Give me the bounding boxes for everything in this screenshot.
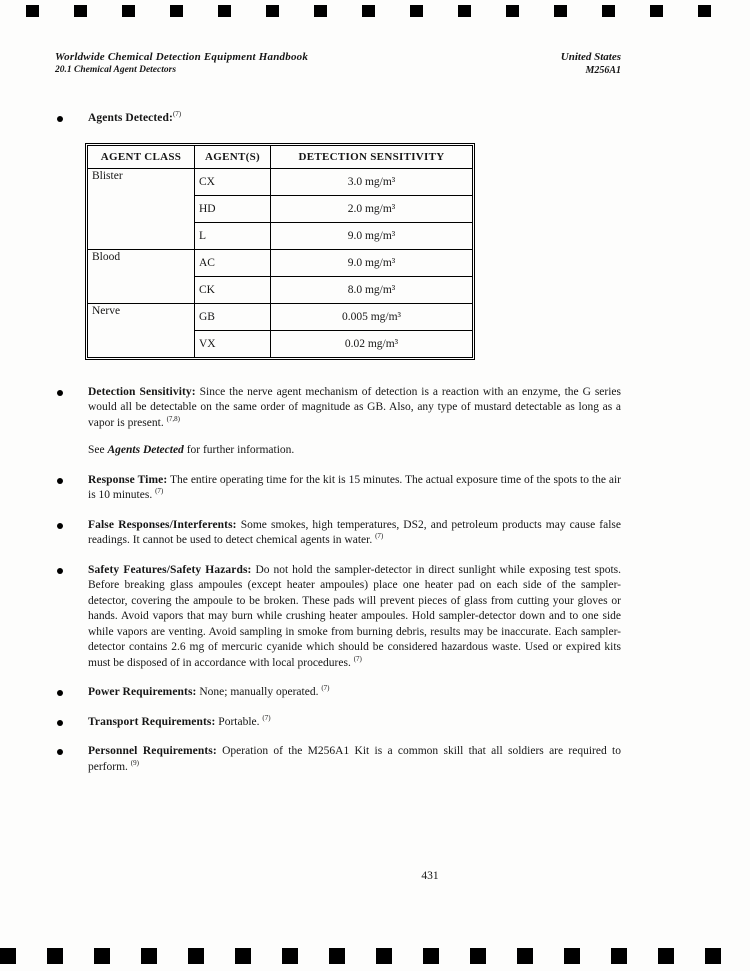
paragraph-label: Personnel Requirements: xyxy=(88,745,217,757)
agents-detected-line xyxy=(88,111,621,127)
bullet-agents-detected xyxy=(55,111,621,127)
bullet-transport-requirements xyxy=(55,715,621,731)
paragraph-label: False Responses/Interferents: xyxy=(88,518,237,531)
agents-table-border xyxy=(85,143,475,360)
col-header-agents: AGENT(S) xyxy=(195,145,271,168)
agent-cell: CK xyxy=(195,276,271,303)
sensitivity-cell: 9.0 mg/m³ xyxy=(271,249,473,276)
sensitivity-cell: 0.005 mg/m³ xyxy=(271,303,473,330)
page-header xyxy=(55,50,621,77)
bullet-icon xyxy=(57,390,63,396)
scan-artifact-top xyxy=(26,5,738,17)
agent-class-cell: Blood xyxy=(88,249,195,303)
agent-cell: L xyxy=(195,222,271,249)
bullet-icon xyxy=(57,690,63,696)
header-left xyxy=(55,50,308,77)
table-header-row xyxy=(88,145,473,168)
footnote-ref: (7,8) xyxy=(166,414,180,423)
scan-artifact-bottom xyxy=(0,948,744,964)
bullet-icon xyxy=(57,478,63,484)
agent-cell: CX xyxy=(195,168,271,195)
paragraph xyxy=(88,563,621,672)
bullet-false-responses xyxy=(55,518,621,549)
col-header-agent-class: AGENT CLASS xyxy=(88,145,195,168)
paragraph xyxy=(88,385,621,432)
paragraph xyxy=(88,518,621,549)
paragraph xyxy=(88,744,621,775)
agent-cell: GB xyxy=(195,303,271,330)
paragraph xyxy=(88,473,621,504)
agent-cell: AC xyxy=(195,249,271,276)
bullet-column xyxy=(55,744,88,775)
footnote-ref: (7) xyxy=(155,487,164,496)
bullet-column xyxy=(55,111,88,127)
bullet-column xyxy=(55,715,88,731)
header-right xyxy=(561,50,621,77)
bullet-column xyxy=(55,473,88,504)
footnote-ref: (7) xyxy=(321,684,330,693)
paragraph-label: Transport Requirements: xyxy=(88,715,216,728)
bullet-icon xyxy=(57,749,63,755)
agent-cell: VX xyxy=(195,330,271,357)
see-note-reference: Agents Detected xyxy=(107,444,184,456)
paragraph-text: Do not hold the sampler-detector in direct sunlight while exposing test spots. Before breaking glass ampoules (except heater ampoules) place one heater pad on each side of the sampler-detector, covering the ampoule to be broken. These pads will prevent pieces of glass from cutting your gloves or hands. Avoid vapors that may burn while crushing heater ampoules. Hold sampler-detector down and to one side while vapors are venting. Avoid sampling in smoke from burning debris, results may be inaccurate. Each sampler-detector contains 2.6 mg of mercuric cyanide which should be considered hazardous waste. Used or expired kits must be disposed of in accordance with local procedures. xyxy=(88,563,621,669)
footnote-ref: (9) xyxy=(130,758,139,767)
agents-table xyxy=(87,145,473,358)
agent-class-cell: Blister xyxy=(88,168,195,249)
footnote-ref: (7) xyxy=(375,532,384,541)
handbook-title: Worldwide Chemical Detection Equipment Handbook xyxy=(55,51,309,63)
page-number: 431 xyxy=(421,870,439,882)
see-note-prefix: See xyxy=(88,444,108,456)
agents-detected-label: Agents Detected: xyxy=(88,112,173,124)
sensitivity-cell: 8.0 mg/m³ xyxy=(271,276,473,303)
footnote-ref: (7) xyxy=(262,713,271,722)
paragraph-text: Since the nerve agent mechanism of detection is a reaction with an enzyme, the G series would all be detectable on the same order of magnitude as GB. Also, any type of mustard detectable as long as a vapor is present. xyxy=(88,385,622,429)
bullet-personnel-requirements xyxy=(55,744,621,775)
paragraph-text: The entire operating time for the kit is 15 minutes. The actual exposure time of the spots to the air is 10 minutes. xyxy=(88,473,621,501)
table-row xyxy=(88,168,473,195)
bullet-icon xyxy=(57,116,63,122)
country-label: United States xyxy=(560,51,621,63)
sensitivity-cell: 0.02 mg/m³ xyxy=(271,330,473,357)
see-note-suffix: for further information. xyxy=(183,444,295,456)
agent-cell: HD xyxy=(195,195,271,222)
agent-class-cell: Nerve xyxy=(88,303,195,357)
footnote-ref: (7) xyxy=(172,110,182,119)
bullet-power-requirements xyxy=(55,685,621,701)
footnote-ref: (7) xyxy=(353,654,362,663)
paragraph xyxy=(88,685,621,701)
bullet-column xyxy=(55,518,88,549)
see-note xyxy=(88,443,621,459)
paragraph-label: Response Time: xyxy=(88,473,168,486)
bullet-response-time xyxy=(55,473,621,504)
bullet-icon xyxy=(57,720,63,726)
sensitivity-cell: 9.0 mg/m³ xyxy=(271,222,473,249)
paragraph-text: Operation of the M256A1 Kit is a common skill that all soldiers are required to perform. xyxy=(88,745,622,773)
paragraph-label: Safety Features/Safety Hazards: xyxy=(88,563,252,576)
paragraph-label: Power Requirements: xyxy=(88,686,197,698)
paragraph xyxy=(88,715,621,731)
paragraph-text: Portable. xyxy=(218,715,260,728)
bullet-column xyxy=(55,563,88,672)
bullet-icon xyxy=(57,568,63,574)
section-title: 20.1 Chemical Agent Detectors xyxy=(55,65,177,75)
paragraph-text: None; manually operated. xyxy=(199,686,319,698)
table-row xyxy=(88,303,473,330)
table-row xyxy=(88,249,473,276)
sensitivity-cell: 2.0 mg/m³ xyxy=(271,195,473,222)
paragraph-text: Some smokes, high temperatures, DS2, and petroleum products may cause false readings. It cannot be used to detect chemical agents in water. xyxy=(88,518,622,546)
bullet-column xyxy=(55,385,88,432)
col-header-detection-sensitivity: DETECTION SENSITIVITY xyxy=(271,145,473,168)
bullet-safety-features xyxy=(55,563,621,672)
model-label: M256A1 xyxy=(585,65,621,76)
paragraph-label: Detection Sensitivity: xyxy=(88,385,196,398)
sensitivity-cell: 3.0 mg/m³ xyxy=(271,168,473,195)
bullet-icon xyxy=(57,523,63,529)
bullet-detection-sensitivity xyxy=(55,385,621,432)
bullet-column xyxy=(55,685,88,701)
page-content xyxy=(55,50,621,789)
